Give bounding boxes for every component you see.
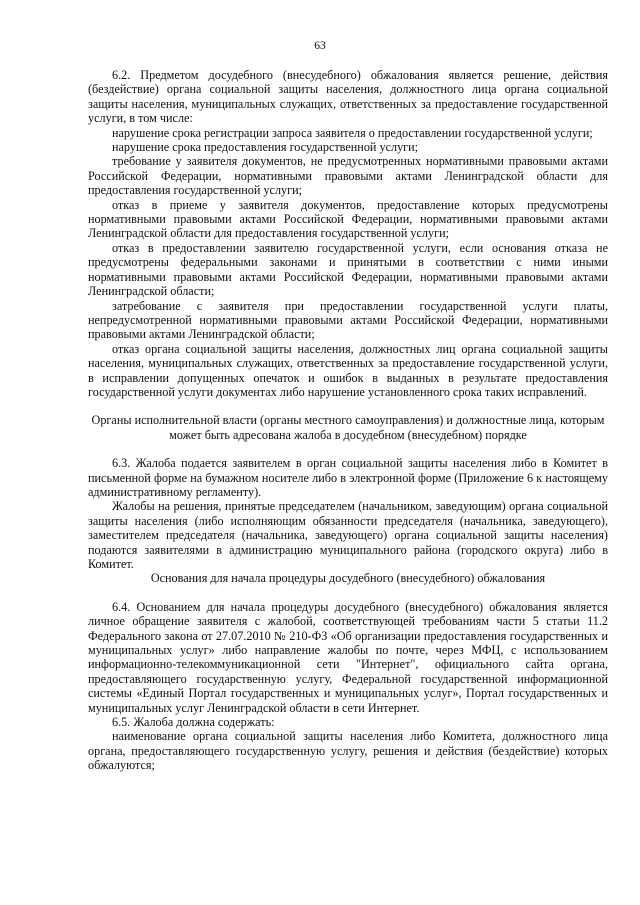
section-6-2-item: требование у заявителя документов, не предусмотренных нормативными правовыми актами Российской Федерации, нормативными правовыми актами Ленинградской области для предоставления государственной услуги; (88, 154, 608, 198)
section-6-3-paragraph: 6.3. Жалоба подается заявителем в орган социальной защиты населения либо в Комитет в письменной форме на бумажном носителе либо в электронной форме (Приложение 6 к настоящему административному регламенту). (88, 456, 608, 499)
section-6-5-intro: 6.5. Жалоба должна содержать: (112, 715, 275, 730)
section-6-2-intro: 6.2. Предметом досудебного (внесудебного) обжалования является решение, действия (бездействие) органа социальной защиты населения, должностного лица органа социальной защиты населения, муниципальных служащих, ответственных за предоставление государственной услуги, в том числе: (88, 68, 608, 126)
section-6-2-item: отказ в приеме у заявителя документов, предоставление которых предусмотрены нормативными правовыми актами Российской Федерации, нормативными правовыми актами Ленинградской области для предоставления государственной услуги; (88, 197, 608, 241)
heading-authorities: Органы исполнительной власти (органы местного самоуправления) и должностные лица, которым может быть адресована жалоба в досудебном (внесудебном) порядке (91, 413, 605, 442)
section-6-3-paragraph: Жалобы на решения, принятые председателем (начальником, заведующим) органа социальной защиты населения (либо исполняющим обязанности председателя (начальника, заведующего), заместителем председателя (начальника, заведующего) органа социальной защиты населения) подаются заявителями в администрацию муниципального района (городского округа) либо в Комитет. (88, 499, 608, 571)
section-6-2-item: нарушение срока регистрации запроса заявителя о предоставлении государственной услуги; (112, 125, 593, 140)
section-6-2-item: затребование с заявителя при предоставлении государственной услуги платы, непредусмотренной нормативными правовыми актами Российской Федерации, нормативными правовыми актами Ленинградской области; (88, 298, 608, 342)
document-body (88, 68, 608, 773)
section-6-4-paragraph: 6.4. Основанием для начала процедуры досудебного (внесудебного) обжалования является личное обращение заявителя с жалобой, соответствующей требованиям части 5 статьи 11.2 Федерального закона от 27.07.2010 № 210-ФЗ «Об организации предоставления государственных и муниципальных услуг» либо направление жалобы по почте, через МФЦ, с использованием информационно-телекоммуникационной сети "Интернет", официального сайта органа, предоставляющего государственную услугу, Федеральной государственной информационной системы «Единый Портал государственных и муниципальных услуг», Портал государственных и муниципальных услуг Ленинградской области в сети Интернет. (88, 599, 608, 715)
section-6-5-item: наименование органа социальной защиты населения либо Комитета, должностного лица органа, предоставляющего государственную услугу, решения и действия (бездействие) которых обжалуются; (88, 729, 608, 773)
section-6-2-item: отказ органа социальной защиты населения, должностных лиц органа социальной защиты населения, муниципальных служащих, ответственных за предоставление государственной услуги, в исправлении допущенных опечаток и ошибок в выданных в результате предоставления государственной услуги документах либо нарушение установленного срока таких исправлений. (88, 341, 608, 399)
section-6-2-item: нарушение срока предоставления государственной услуги; (112, 140, 419, 155)
section-6-2-item: отказ в предоставлении заявителю государственной услуги, если основания отказа не предусмотрены федеральными законами и принятыми в соответствии с ними иными нормативными правовыми актами Российской Федерации, нормативными правовыми актами Ленинградской области; (88, 240, 608, 299)
page-number: 63 (314, 40, 326, 52)
heading-grounds: Основания для начала процедуры досудебного (внесудебного) обжалования (150, 571, 546, 586)
